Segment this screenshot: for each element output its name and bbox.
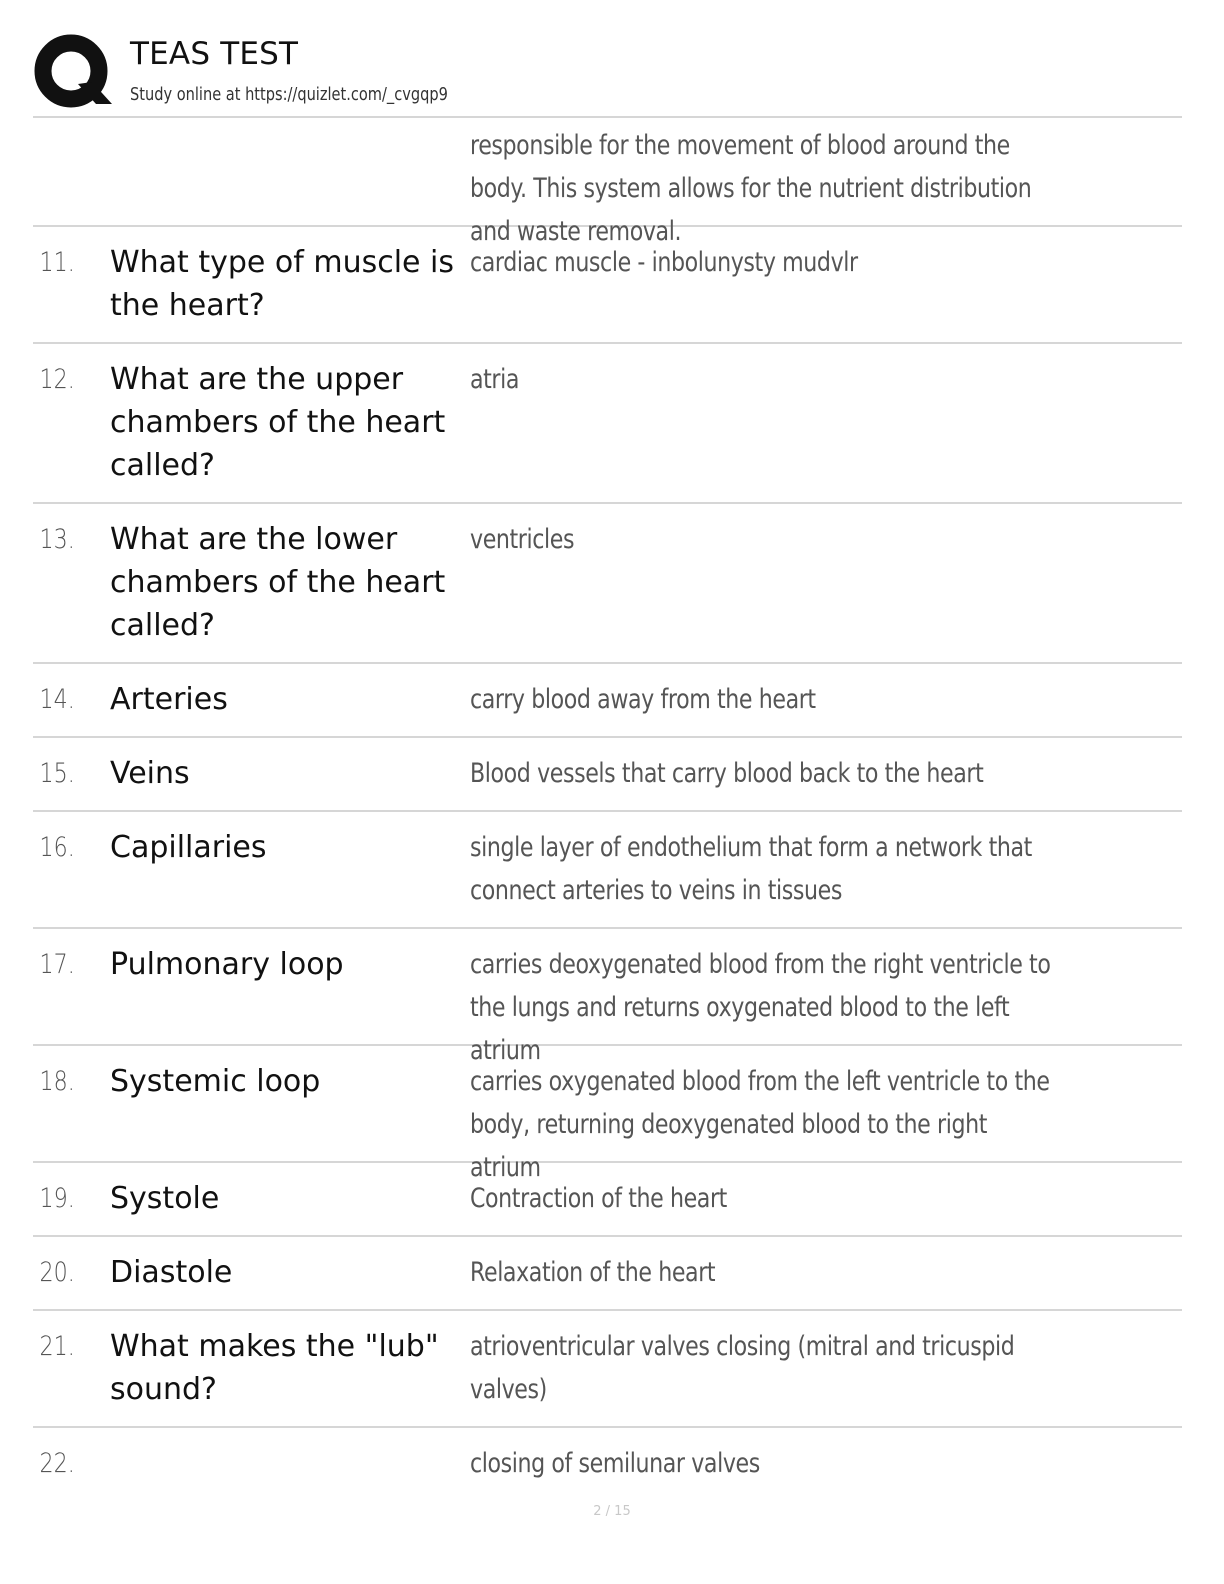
table-row <box>33 664 1182 738</box>
page-header <box>34 34 1184 116</box>
table-row <box>33 1237 1182 1311</box>
table-row <box>33 1046 1182 1183</box>
row-definition: carry blood away from the heart <box>470 684 816 715</box>
row-definition: atrioventricular valves closing (mitral and tricuspid valves) <box>470 1331 1015 1405</box>
row-definition: atria <box>470 364 520 395</box>
table-row <box>33 1428 1182 1498</box>
quizlet-logo-icon <box>34 34 112 112</box>
row-number: 22. <box>39 1448 75 1479</box>
row-definition: Relaxation of the heart <box>470 1257 716 1288</box>
row-term: Diastole <box>110 1255 233 1290</box>
row-definition: Blood vessels that carry blood back to the heart <box>470 758 984 789</box>
row-definition: closing of semilunar valves <box>470 1448 760 1479</box>
row-number: 16. <box>39 832 75 863</box>
row-term: Systole <box>110 1181 220 1216</box>
row-term: Arteries <box>110 682 228 717</box>
row-number: 11. <box>39 247 75 278</box>
page-title: TEAS TEST <box>130 36 299 72</box>
row-term: Veins <box>110 756 190 791</box>
row-term <box>110 124 470 211</box>
row-definition: ventricles <box>470 524 575 555</box>
row-term: What type of muscle is the heart? <box>110 245 455 323</box>
row-definition: single layer of endothelium that form a network that connect arteries to veins in tissues <box>470 832 1032 906</box>
row-number: 13. <box>39 524 75 555</box>
row-term: What makes the "lub" sound? <box>110 1329 439 1407</box>
row-number: 20. <box>39 1257 75 1288</box>
table-row <box>33 1311 1182 1428</box>
row-term: Systemic loop <box>110 1064 321 1099</box>
row-definition: Contraction of the heart <box>470 1183 727 1214</box>
table-row <box>33 227 1182 344</box>
row-number: 19. <box>39 1183 75 1214</box>
row-number: 17. <box>39 949 75 980</box>
row-number: 21. <box>39 1331 75 1362</box>
study-online-link[interactable]: Study online at https://quizlet.com/_cvgqp9 <box>130 84 448 105</box>
table-row <box>33 929 1182 1066</box>
row-definition: carries deoxygenated blood from the right ventricle to the lungs and returns oxygenated blood to the left atrium <box>470 949 1051 1066</box>
table-row <box>33 812 1182 929</box>
row-number: 18. <box>39 1066 75 1097</box>
row-number: 12. <box>39 364 75 395</box>
row-definition: cardiac muscle - inbolunysty mudvlr <box>470 247 858 278</box>
table-row <box>33 738 1182 812</box>
flashcard-table <box>33 116 1182 1498</box>
row-term <box>110 1442 470 1484</box>
page-number: 2 / 15 <box>593 1504 631 1519</box>
row-number: 14. <box>39 684 75 715</box>
row-definition: responsible for the movement of blood around the body. This system allows for the nutrient distribution and waste removal. <box>470 130 1032 247</box>
row-term: What are the lower chambers of the heart called? <box>110 522 446 643</box>
table-row <box>33 504 1182 664</box>
table-row <box>33 1163 1182 1237</box>
row-number <box>33 124 96 211</box>
row-term: What are the upper chambers of the heart called? <box>110 362 446 483</box>
row-term: Capillaries <box>110 830 267 865</box>
row-definition: carries oxygenated blood from the left ventricle to the body, returning deoxygenated blood to the right atrium <box>470 1066 1050 1183</box>
row-number: 15. <box>39 758 75 789</box>
row-term: Pulmonary loop <box>110 947 344 982</box>
table-row <box>33 118 1182 247</box>
table-row <box>33 344 1182 504</box>
